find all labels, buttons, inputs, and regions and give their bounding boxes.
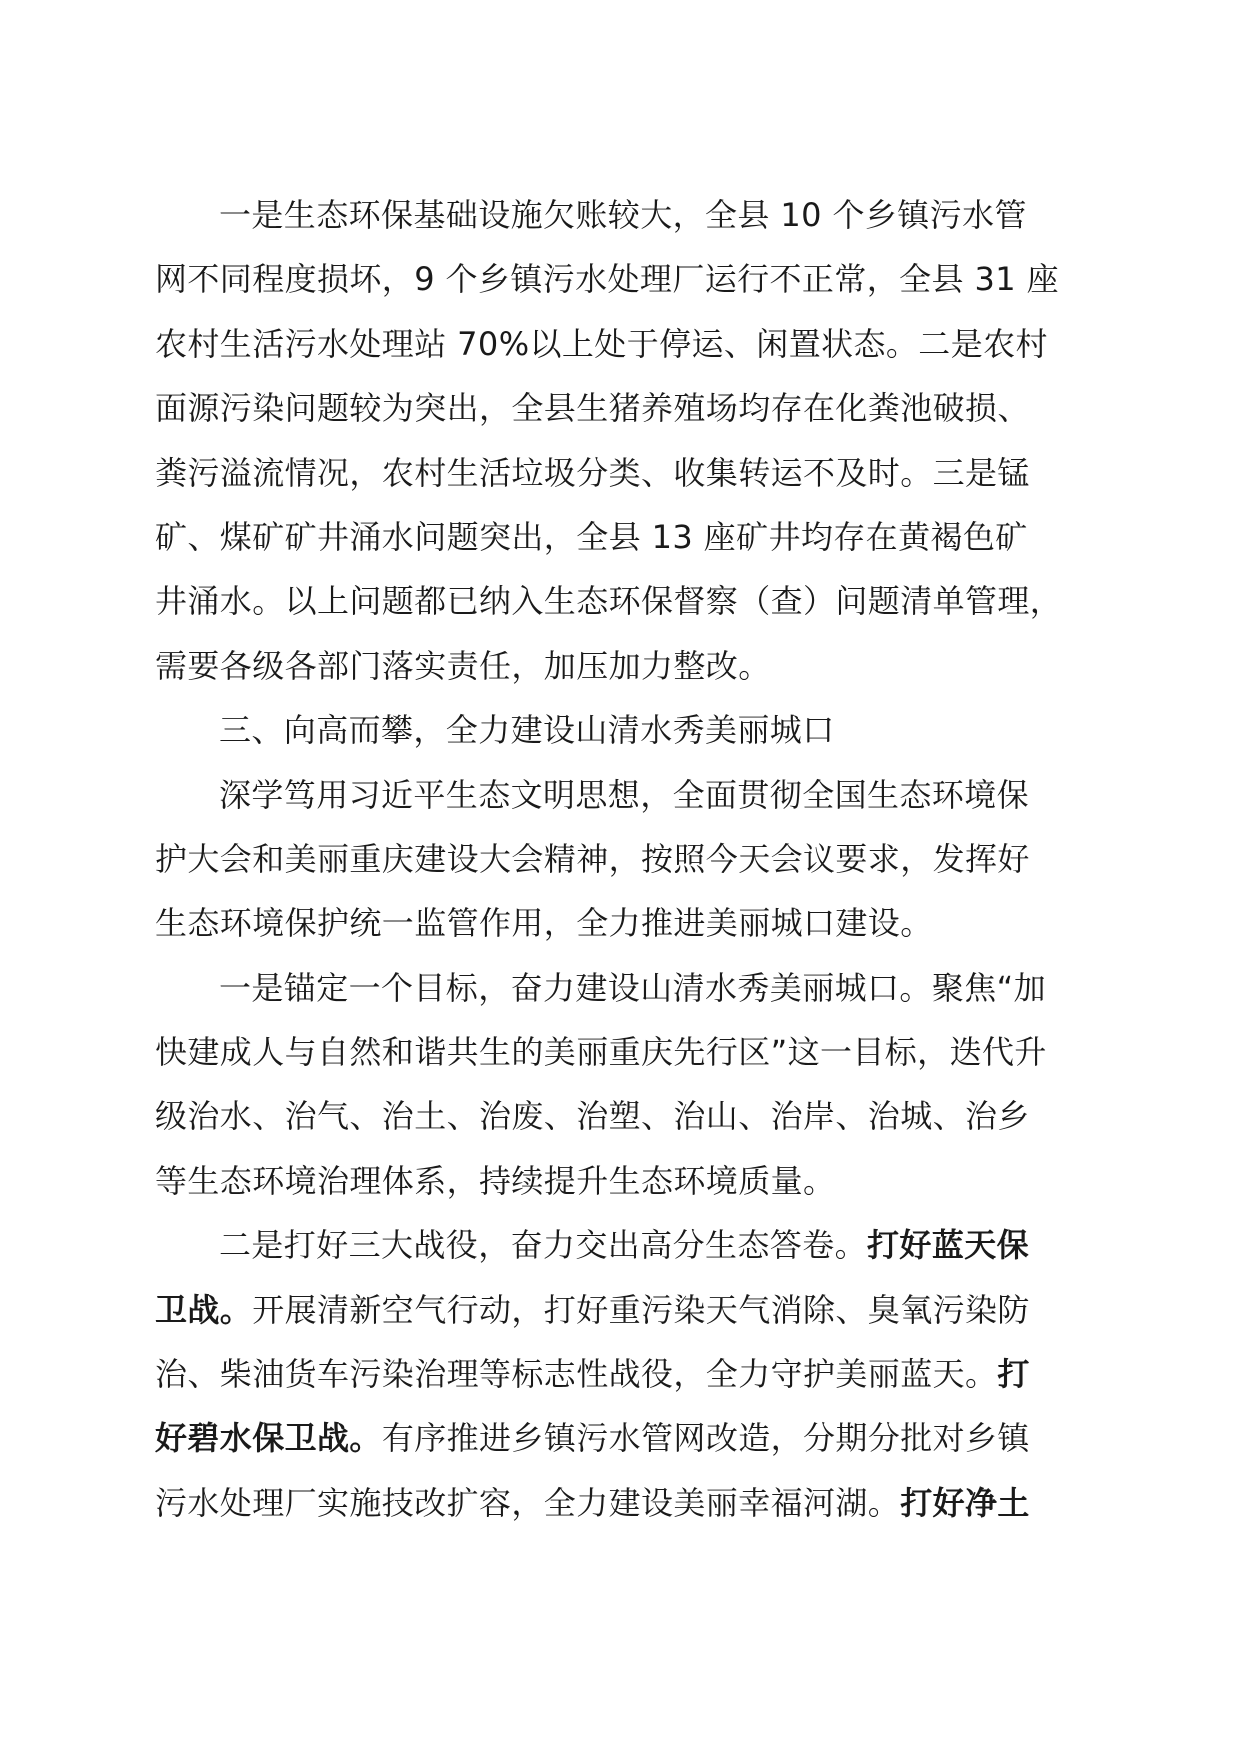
text-line: 网不同程度损坏，9 个乡镇污水处理厂运行不正常，全县 31 座 <box>155 260 1059 299</box>
text-run: 治、柴油货车污染治理等标志性战役，全力守护美丽蓝天。 <box>155 1355 998 1394</box>
text-line: 需要各级各部门落实责任，加压加力整改。 <box>155 646 771 685</box>
text-line <box>155 1213 1083 1277</box>
text-run: 有序推进乡镇污水管网改造，分期分批对乡镇 <box>381 1419 1030 1458</box>
paragraph-campaigns <box>155 1213 1083 1535</box>
text-line: 农村生活污水处理站 70%以上处于停运、闲置状态。二是农村 <box>155 324 1048 363</box>
text-line: 护大会和美丽重庆建设大会精神，按照今天会议要求，发挥好 <box>155 839 1030 878</box>
bold-run: 打好蓝天保 <box>867 1226 1030 1265</box>
paragraph-problems <box>155 183 1083 698</box>
text-line <box>155 1278 1083 1342</box>
section-heading: 三、向高而攀，全力建设山清水秀美丽城口 <box>219 711 835 750</box>
text-line <box>155 1471 1083 1535</box>
text-line: 粪污溢流情况，农村生活垃圾分类、收集转运不及时。三是锰 <box>155 453 1030 492</box>
text-line: 井涌水。以上问题都已纳入生态环保督察（查）问题清单管理， <box>155 582 1063 621</box>
text-line: 一是锚定一个目标，奋力建设山清水秀美丽城口。聚焦“加 <box>219 968 1046 1007</box>
bold-run: 好碧水保卫战。 <box>155 1419 382 1458</box>
document-page <box>155 183 1083 1535</box>
text-line: 深学笃用习近平生态文明思想，全面贯彻全国生态环境保 <box>219 775 1030 814</box>
text-line <box>155 1406 1083 1470</box>
text-line: 等生态环境治理体系，持续提升生态环境质量。 <box>155 1161 836 1200</box>
bold-run: 卫战。 <box>155 1290 253 1329</box>
text-line: 快建成人与自然和谐共生的美丽重庆先行区”这一目标，迭代升 <box>155 1033 1047 1072</box>
text-line: 级治水、治气、治土、治废、治塑、治山、治岸、治城、治乡 <box>155 1097 1030 1136</box>
text-line: 矿、煤矿矿井涌水问题突出，全县 13 座矿井均存在黄褐色矿 <box>155 517 1028 556</box>
paragraph-intro <box>155 763 1083 956</box>
text-line <box>155 1342 1083 1406</box>
text-line: 面源污染问题较为突出，全县生猪养殖场均存在化粪池破损、 <box>155 389 1030 428</box>
text-line: 一是生态环保基础设施欠账较大，全县 10 个乡镇污水管 <box>219 196 1027 234</box>
text-run: 污水处理厂实施技改扩容，全力建设美丽幸福河湖。 <box>155 1483 901 1522</box>
text-run: 二是打好三大战役，奋力交出高分生态答卷。 <box>219 1226 868 1265</box>
bold-run: 打好净土 <box>900 1483 1030 1522</box>
text-line: 生态环境保护统一监管作用，全力推进美丽城口建设。 <box>155 904 933 943</box>
bold-run: 打 <box>997 1355 1030 1394</box>
paragraph-goal <box>155 956 1083 1214</box>
text-run: 开展清新空气行动，打好重污染天气消除、臭氧污染防 <box>252 1290 1030 1329</box>
